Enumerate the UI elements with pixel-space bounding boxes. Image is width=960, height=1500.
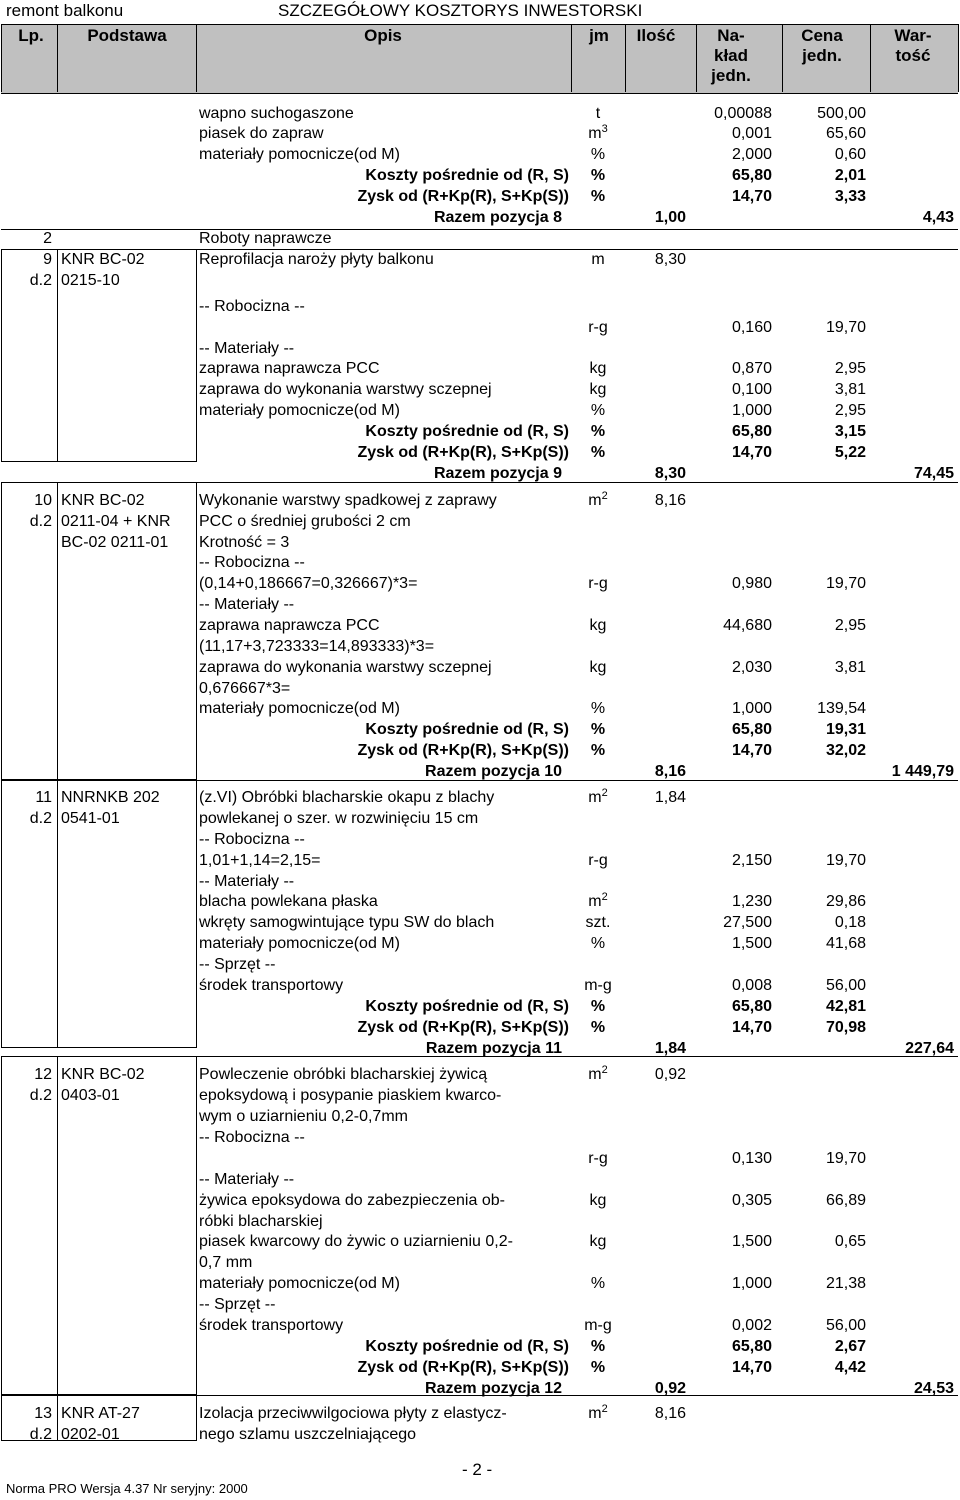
jm-cell xyxy=(568,741,628,761)
naklad-cell: 0,980 xyxy=(731,575,772,592)
opis-cell: piasek do zapraw xyxy=(199,125,324,142)
opis-cell: nego szlamu uszczelniającego xyxy=(199,1426,417,1443)
cena-cell: 3,81 xyxy=(834,381,866,398)
cena-cell: 32,02 xyxy=(825,742,866,759)
naklad-cell: 0,870 xyxy=(731,360,772,377)
opis-cell: Koszty pośrednie od (R, S) xyxy=(365,998,569,1015)
opis-cell: 0,7 mm xyxy=(199,1254,253,1271)
opis-cell: -- Materiały -- xyxy=(199,596,295,613)
jm-unit: m xyxy=(588,492,602,509)
cena-cell: 2,95 xyxy=(834,402,866,419)
jm-cell xyxy=(568,166,628,186)
opis-cell: -- Sprzęt -- xyxy=(199,956,276,973)
opis-cell: Wykonanie warstwy spadkowej z zaprawy xyxy=(199,492,497,509)
opis-cell: żywica epoksydowa do zabezpieczenia ob- xyxy=(199,1192,505,1209)
opis-cell: epoksydową i posypanie piaskiem kwarco- xyxy=(199,1087,502,1104)
jm-unit: % xyxy=(590,1359,606,1376)
jm-cell xyxy=(568,318,628,338)
opis-cell: piasek kwarcowy do żywic o uziarnieniu 0,2- xyxy=(199,1233,513,1250)
jm-cell xyxy=(568,359,628,379)
opis-cell: -- Materiały -- xyxy=(199,340,295,357)
opis-cell: -- Robocizna -- xyxy=(199,831,305,848)
cena-cell: 19,70 xyxy=(825,575,866,592)
razem-label: Razem pozycja 10 xyxy=(425,763,562,780)
naklad-cell: 65,80 xyxy=(731,998,772,1015)
jm-unit: m xyxy=(588,1405,602,1422)
ilosc-cell: 8,16 xyxy=(654,1405,686,1422)
column-separator xyxy=(696,24,697,92)
opis-cell: zaprawa do wykonania warstwy sczepnej xyxy=(199,659,492,676)
col-naklad-line3: jedn. xyxy=(711,66,751,85)
column-separator xyxy=(196,24,197,92)
podstawa-cell: KNR BC-02 xyxy=(61,492,145,509)
col-wartosc-line2: tość xyxy=(895,46,931,65)
podstawa-cell: 0202-01 xyxy=(61,1426,120,1443)
naklad-cell: 2,150 xyxy=(731,852,772,869)
lp-box-mid xyxy=(57,482,58,779)
podstawa-cell: KNR BC-02 xyxy=(61,1066,145,1083)
project-name: remont balkonu xyxy=(6,1,124,20)
cena-cell: 21,38 xyxy=(825,1275,866,1292)
opis-cell: zaprawa do wykonania warstwy sczepnej xyxy=(199,381,492,398)
col-naklad xyxy=(701,26,761,86)
column-separator xyxy=(1,24,2,92)
opis-cell: Krotność = 3 xyxy=(199,534,290,551)
opis-cell: Zysk od (R+Kp(R), S+Kp(S)) xyxy=(357,1359,569,1376)
ilosc-cell: 8,30 xyxy=(654,465,686,482)
opis-cell: (11,17+3,723333=14,893333)*3= xyxy=(199,638,435,655)
jm-cell xyxy=(568,422,628,442)
jm-unit: % xyxy=(590,423,606,440)
jm-unit: kg xyxy=(589,360,607,377)
opis-cell: 1,01+1,14=2,15= xyxy=(199,852,321,869)
column-separator xyxy=(57,24,58,92)
jm-cell xyxy=(568,1149,628,1169)
podstawa-cell: NNRNKB 202 xyxy=(61,789,160,806)
naklad-cell: 0,001 xyxy=(731,125,772,142)
naklad-cell: 0,305 xyxy=(731,1192,772,1209)
jm-unit: m-g xyxy=(584,1317,612,1334)
lp-box-right xyxy=(196,249,197,461)
jm-cell xyxy=(568,934,628,954)
column-separator xyxy=(571,24,572,92)
software-footer: Norma PRO Wersja 4.37 Nr seryjny: 2000 xyxy=(6,1481,248,1496)
naklad-cell: 14,70 xyxy=(731,1359,772,1376)
cena-cell: 56,00 xyxy=(825,977,866,994)
naklad-cell: 0,002 xyxy=(731,1317,772,1334)
opis-cell: blacha powlekana płaska xyxy=(199,893,378,910)
col-jm: jm xyxy=(589,26,609,45)
col-wartosc-line1: War- xyxy=(894,26,932,45)
cena-cell: 139,54 xyxy=(817,700,866,717)
jm-unit: % xyxy=(590,402,606,419)
opis-cell: Koszty pośrednie od (R, S) xyxy=(365,1338,569,1355)
lp-cell: 10 xyxy=(34,492,52,509)
jm-cell xyxy=(568,574,628,594)
jm-cell xyxy=(568,124,628,144)
jm-cell xyxy=(568,1191,628,1211)
lp-cell: 2 xyxy=(43,230,52,247)
jm-unit: m-g xyxy=(584,977,612,994)
jm-unit: m xyxy=(588,893,602,910)
opis-cell: środek transportowy xyxy=(199,977,344,994)
cena-cell: 70,98 xyxy=(825,1019,866,1036)
naklad-cell: 1,230 xyxy=(731,893,772,910)
col-opis: Opis xyxy=(364,26,402,45)
jm-cell xyxy=(568,699,628,719)
cena-cell: 19,70 xyxy=(825,852,866,869)
jm-unit: % xyxy=(590,1019,606,1036)
jm-unit: % xyxy=(590,444,606,461)
column-separator xyxy=(870,24,871,92)
col-cena-line1: Cena xyxy=(801,26,843,45)
podstawa-cell: 0403-01 xyxy=(61,1087,120,1104)
podstawa-cell: KNR BC-02 xyxy=(61,251,145,268)
naklad-cell: 14,70 xyxy=(731,444,772,461)
page-number: - 2 - xyxy=(462,1460,493,1479)
cena-cell: 500,00 xyxy=(817,105,866,122)
jm-unit: % xyxy=(590,721,606,738)
lp-box-right xyxy=(196,780,197,1047)
naklad-cell: 2,030 xyxy=(731,659,772,676)
col-naklad-line2: kład xyxy=(713,46,749,65)
wartosc-cell: 227,64 xyxy=(905,1040,954,1057)
opis-cell: (0,14+0,186667=0,326667)*3= xyxy=(199,575,418,592)
podstawa-cell: 0541-01 xyxy=(61,810,120,827)
cena-cell: 19,31 xyxy=(825,721,866,738)
opis-cell: Zysk od (R+Kp(R), S+Kp(S)) xyxy=(357,188,569,205)
opis-cell: -- Robocizna -- xyxy=(199,298,305,315)
naklad-cell: 65,80 xyxy=(731,721,772,738)
naklad-cell: 44,680 xyxy=(723,617,772,634)
opis-cell: Izolacja przeciwwilgociowa płyty z elastycz- xyxy=(199,1405,507,1422)
jm-unit: r-g xyxy=(588,575,608,592)
col-wartosc xyxy=(875,26,951,66)
cena-cell: 66,89 xyxy=(825,1192,866,1209)
naklad-cell: 65,80 xyxy=(731,1338,772,1355)
lp-cell: d.2 xyxy=(29,513,52,530)
opis-cell: PCC o średniej grubości 2 cm xyxy=(199,513,411,530)
opis-cell: wym o uziarnieniu 0,2-0,7mm xyxy=(199,1108,408,1125)
cena-cell: 3,33 xyxy=(834,188,866,205)
jm-cell xyxy=(568,658,628,678)
opis-cell: materiały pomocnicze(od M) xyxy=(199,935,400,952)
podstawa-cell: KNR AT-27 xyxy=(61,1405,140,1422)
lp-box-left xyxy=(1,1056,2,1394)
opis-cell: zaprawa naprawcza PCC xyxy=(199,360,380,377)
opis-cell: róbki blacharskiej xyxy=(199,1213,323,1230)
jm-unit: % xyxy=(590,167,606,184)
lp-box-mid xyxy=(57,1056,58,1394)
opis-cell: środek transportowy xyxy=(199,1317,344,1334)
jm-cell xyxy=(568,1358,628,1378)
naklad-cell: 14,70 xyxy=(731,188,772,205)
naklad-cell: 2,000 xyxy=(731,146,772,163)
jm-cell xyxy=(568,145,628,165)
opis-cell: materiały pomocnicze(od M) xyxy=(199,402,400,419)
cena-cell: 4,42 xyxy=(834,1359,866,1376)
jm-cell xyxy=(568,1232,628,1252)
jm-unit: kg xyxy=(589,1192,607,1209)
wartosc-cell: 74,45 xyxy=(913,465,954,482)
jm-unit: % xyxy=(590,146,606,163)
opis-cell: powlekanej o szer. w rozwinięciu 15 cm xyxy=(199,810,479,827)
opis-cell: Zysk od (R+Kp(R), S+Kp(S)) xyxy=(357,444,569,461)
razem-label: Razem pozycja 8 xyxy=(433,209,562,226)
lp-cell: 13 xyxy=(34,1405,52,1422)
cena-cell: 5,22 xyxy=(834,444,866,461)
jm-exponent: 2 xyxy=(601,490,608,502)
cena-cell: 2,67 xyxy=(834,1338,866,1355)
razem-label: Razem pozycja 9 xyxy=(433,465,562,482)
jm-cell xyxy=(568,616,628,636)
jm-unit: % xyxy=(590,700,606,717)
col-naklad-line1: Na- xyxy=(717,26,745,45)
jm-unit: kg xyxy=(589,381,607,398)
column-separator xyxy=(625,24,626,92)
naklad-cell: 1,000 xyxy=(731,402,772,419)
jm-unit: m xyxy=(588,1066,602,1083)
jm-exponent: 2 xyxy=(601,787,608,799)
jm-unit: m xyxy=(588,789,602,806)
cena-cell: 42,81 xyxy=(825,998,866,1015)
jm-unit: kg xyxy=(589,659,607,676)
opis-cell: -- Materiały -- xyxy=(199,873,295,890)
lp-cell: d.2 xyxy=(29,810,52,827)
ilosc-cell: 8,16 xyxy=(654,492,686,509)
ilosc-cell: 1,84 xyxy=(654,1040,686,1057)
naklad-cell: 0,160 xyxy=(731,319,772,336)
cena-cell: 19,70 xyxy=(825,1150,866,1167)
lp-box-bottom xyxy=(1,1047,197,1048)
opis-cell: -- Sprzęt -- xyxy=(199,1296,276,1313)
jm-cell xyxy=(568,104,628,124)
cena-cell: 0,18 xyxy=(834,914,866,931)
naklad-cell: 27,500 xyxy=(723,914,772,931)
opis-cell: materiały pomocnicze(od M) xyxy=(199,700,400,717)
cena-cell: 19,70 xyxy=(825,319,866,336)
cena-cell: 2,95 xyxy=(834,617,866,634)
row-separator xyxy=(1,229,958,230)
opis-cell: Roboty naprawcze xyxy=(199,230,332,247)
ilosc-cell: 0,92 xyxy=(654,1066,686,1083)
jm-cell xyxy=(568,720,628,740)
table-header xyxy=(1,24,958,94)
jm-cell xyxy=(568,997,628,1017)
naklad-cell: 14,70 xyxy=(731,742,772,759)
opis-cell: Koszty pośrednie od (R, S) xyxy=(365,721,569,738)
naklad-cell: 65,80 xyxy=(731,167,772,184)
col-cena-line2: jedn. xyxy=(802,46,842,65)
naklad-cell: 0,130 xyxy=(731,1150,772,1167)
podstawa-cell: BC-02 0211-01 xyxy=(61,534,169,551)
jm-cell xyxy=(568,913,628,933)
jm-cell xyxy=(568,401,628,421)
lp-box-mid xyxy=(57,780,58,1047)
jm-cell xyxy=(568,892,628,912)
opis-cell: Zysk od (R+Kp(R), S+Kp(S)) xyxy=(357,742,569,759)
jm-unit: % xyxy=(590,1338,606,1355)
opis-cell: materiały pomocnicze(od M) xyxy=(199,1275,400,1292)
jm-unit: m xyxy=(588,125,602,142)
cena-cell: 65,60 xyxy=(825,125,866,142)
jm-unit: szt. xyxy=(585,914,611,931)
jm-cell xyxy=(568,443,628,463)
jm-unit: kg xyxy=(589,1233,607,1250)
lp-cell: 11 xyxy=(35,789,52,806)
jm-exponent: 3 xyxy=(601,123,608,135)
column-separator xyxy=(782,24,783,92)
naklad-cell: 0,00088 xyxy=(714,105,772,122)
col-ilosc: Ilość xyxy=(636,26,676,45)
wartosc-cell: 24,53 xyxy=(913,1380,954,1397)
naklad-cell: 0,100 xyxy=(731,381,772,398)
jm-cell xyxy=(568,976,628,996)
jm-unit: % xyxy=(590,935,606,952)
lp-cell: 9 xyxy=(43,251,52,268)
jm-unit: r-g xyxy=(588,1150,608,1167)
lp-box-mid xyxy=(57,1395,58,1440)
ilosc-cell: 8,30 xyxy=(654,251,686,268)
opis-cell: (z.VI) Obróbki blacharskie okapu z blachy xyxy=(199,789,495,806)
opis-cell: wkręty samogwintujące typu SW do blach xyxy=(199,914,495,931)
jm-unit: m xyxy=(591,251,605,268)
jm-unit: % xyxy=(590,742,606,759)
ilosc-cell: 0,92 xyxy=(654,1380,686,1397)
jm-unit: % xyxy=(590,1275,606,1292)
jm-unit: r-g xyxy=(588,852,608,869)
jm-cell xyxy=(568,1316,628,1336)
column-separator xyxy=(958,24,959,92)
cena-cell: 3,15 xyxy=(834,423,866,440)
ilosc-cell: 1,00 xyxy=(654,209,686,226)
opis-cell: wapno suchogaszone xyxy=(199,105,354,122)
opis-cell: Koszty pośrednie od (R, S) xyxy=(365,167,569,184)
cena-cell: 41,68 xyxy=(825,935,866,952)
document-title: SZCZEGÓŁOWY KOSZTORYS INWESTORSKI xyxy=(278,1,643,20)
cena-cell: 56,00 xyxy=(825,1317,866,1334)
jm-cell xyxy=(568,187,628,207)
jm-unit: kg xyxy=(589,617,607,634)
jm-cell xyxy=(568,1018,628,1038)
jm-unit: % xyxy=(590,188,606,205)
podstawa-cell: 0211-04 + KNR xyxy=(61,513,171,530)
razem-label: Razem pozycja 11 xyxy=(425,1040,562,1057)
cena-cell: 0,65 xyxy=(834,1233,866,1250)
opis-cell: -- Robocizna -- xyxy=(199,1129,305,1146)
ilosc-cell: 8,16 xyxy=(654,763,686,780)
cena-cell: 2,01 xyxy=(834,167,866,184)
wartosc-cell: 4,43 xyxy=(922,209,954,226)
naklad-cell: 1,500 xyxy=(731,1233,772,1250)
opis-cell: Reprofilacja naroży płyty balkonu xyxy=(199,251,434,268)
jm-unit: t xyxy=(595,105,601,122)
col-cena xyxy=(789,26,855,66)
lp-cell: d.2 xyxy=(29,272,52,289)
opis-cell: materiały pomocnicze(od M) xyxy=(199,146,400,163)
cena-cell: 2,95 xyxy=(834,360,866,377)
jm-cell xyxy=(568,1337,628,1357)
lp-cell: d.2 xyxy=(29,1087,52,1104)
jm-cell xyxy=(568,1274,628,1294)
lp-box-right xyxy=(196,1056,197,1394)
lp-cell: d.2 xyxy=(29,1426,52,1443)
opis-cell: zaprawa naprawcza PCC xyxy=(199,617,380,634)
jm-exponent: 2 xyxy=(601,1403,608,1415)
lp-box-right xyxy=(196,482,197,779)
razem-label: Razem pozycja 12 xyxy=(425,1380,562,1397)
col-podstawa: Podstawa xyxy=(87,26,167,45)
opis-cell: Powleczenie obróbki blacharskiej żywicą xyxy=(199,1066,488,1083)
naklad-cell: 1,000 xyxy=(731,700,772,717)
lp-box-mid xyxy=(57,249,58,461)
naklad-cell: 0,008 xyxy=(731,977,772,994)
col-lp: Lp. xyxy=(18,26,44,45)
opis-cell: -- Materiały -- xyxy=(199,1171,295,1188)
lp-box-bottom xyxy=(1,461,197,462)
jm-unit: % xyxy=(590,998,606,1015)
opis-cell: Koszty pośrednie od (R, S) xyxy=(365,423,569,440)
opis-cell: -- Robocizna -- xyxy=(199,554,305,571)
cena-cell: 0,60 xyxy=(834,146,866,163)
jm-cell xyxy=(568,380,628,400)
ilosc-cell: 1,84 xyxy=(654,789,686,806)
naklad-cell: 65,80 xyxy=(731,423,772,440)
naklad-cell: 1,500 xyxy=(731,935,772,952)
opis-cell: Zysk od (R+Kp(R), S+Kp(S)) xyxy=(357,1019,569,1036)
wartosc-cell: 1 449,79 xyxy=(891,763,954,780)
jm-exponent: 2 xyxy=(601,1064,608,1076)
podstawa-cell: 0215-10 xyxy=(61,272,120,289)
jm-exponent: 2 xyxy=(601,891,608,903)
cena-cell: 3,81 xyxy=(834,659,866,676)
lp-box-right xyxy=(196,1395,197,1440)
opis-cell: 0,676667*3= xyxy=(199,680,291,697)
jm-unit: r-g xyxy=(588,319,608,336)
naklad-cell: 1,000 xyxy=(731,1275,772,1292)
lp-cell: 12 xyxy=(34,1066,52,1083)
jm-cell xyxy=(568,851,628,871)
naklad-cell: 14,70 xyxy=(731,1019,772,1036)
cena-cell: 29,86 xyxy=(825,893,866,910)
